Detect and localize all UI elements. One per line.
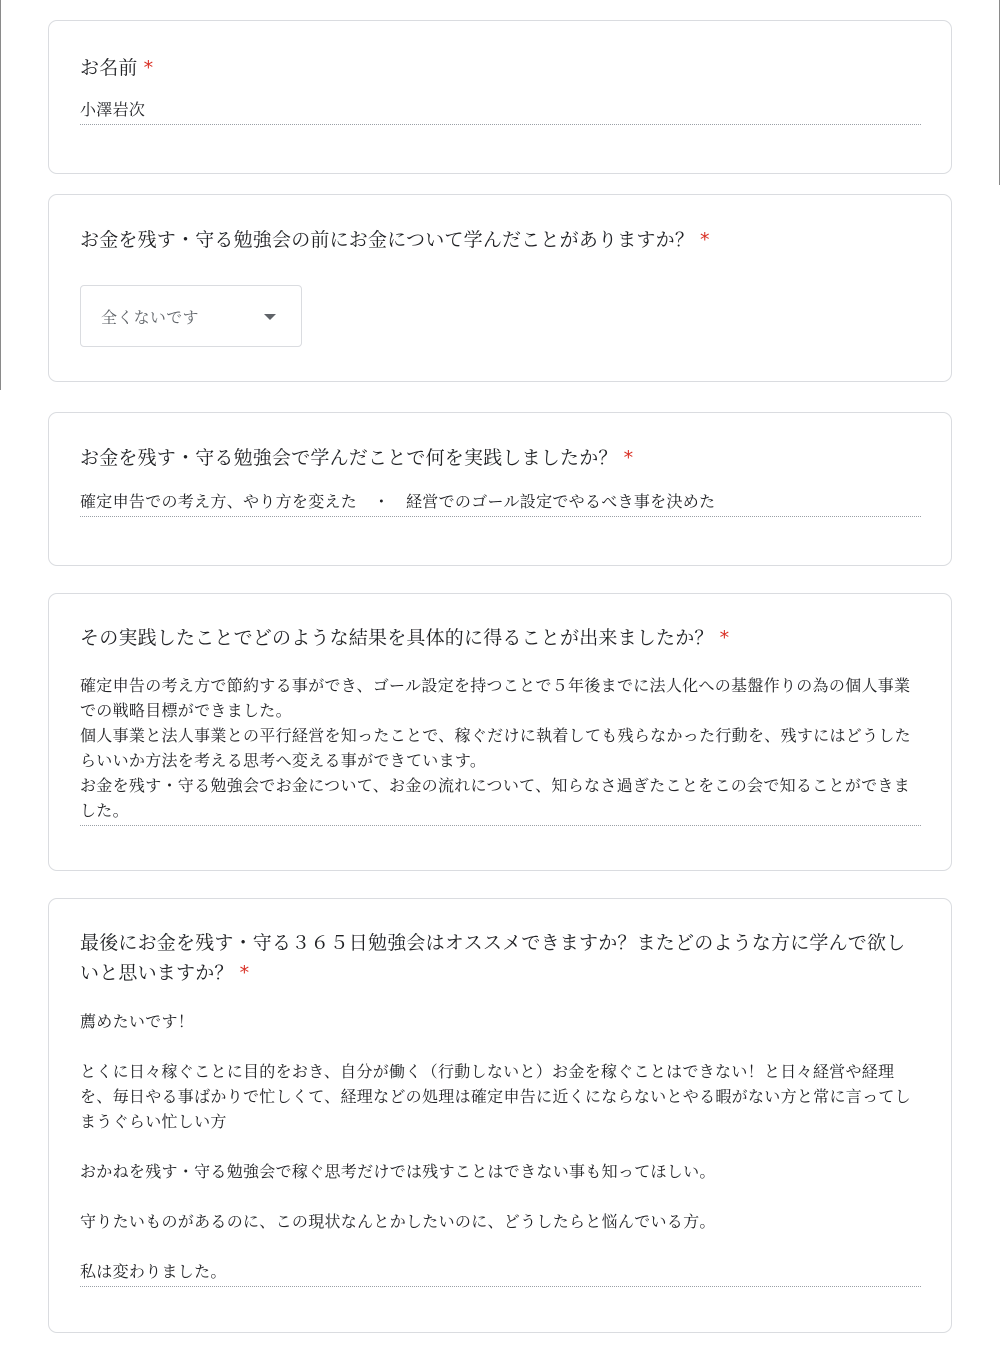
question-card-prior-learning bbox=[48, 194, 952, 382]
dropdown-selected-value: 全くないです bbox=[101, 307, 199, 327]
results-answer-field[interactable]: 確定申告の考え方で節約する事ができ、ゴール設定を持つことで５年後までに法人化への基盤作りの為の個人事業での戦略目標ができました。 個人事業と法人事業との平行経営を知ったことで、稼ぐだけに執着しても残らなかった行動を、残すにはどうしたらいいか方法を考える思考へ変える事ができています。 お金を残す・守る勉強会でお金について、お金の流れについて、知らなさ過ぎたことをこの会で知ることができました。 bbox=[80, 673, 921, 826]
required-mark: * bbox=[623, 447, 634, 469]
question-card-recommendation bbox=[48, 898, 952, 1333]
question-card-results bbox=[48, 593, 952, 871]
required-mark: * bbox=[143, 57, 154, 79]
question-title-text: お金を残す・守る勉強会の前にお金について学んだことがありますか？ bbox=[80, 229, 695, 251]
question-title-text: お名前 bbox=[80, 57, 138, 79]
question-title-text: その実践したことでどのような結果を具体的に得ることが出来ましたか？ bbox=[80, 627, 714, 649]
arrow-drop-down-icon bbox=[264, 314, 276, 320]
required-mark: * bbox=[719, 627, 730, 649]
left-edge-line bbox=[0, 0, 1, 390]
question-title bbox=[80, 225, 921, 255]
question-title bbox=[80, 623, 921, 653]
question-card-name bbox=[48, 20, 952, 174]
question-title bbox=[80, 443, 921, 473]
required-mark: * bbox=[700, 229, 710, 251]
question-title-text: 最後にお金を残す・守る３６５日勉強会はオススメできますか？またどのような方に学んで欲しいと思いますか？ bbox=[80, 932, 906, 984]
recommendation-answer-field[interactable]: 薦めたいです！ とくに日々稼ぐことに目的をおき、自分が働く（行動しないと）お金を稼ぐことはできない！と日々経営や経理を、毎日やる事ばかりで忙しくて、経理などの処理は確定申告に近くにならないとやる暇がない方と常に言ってしまうぐらい忙しい方 おかねを残す・守る勉強会で稼ぐ思考だけでは残すことはできない事も知ってほしい。 守りたいものがあるのに、この現状なんとかしたいのに、どうしたらと悩んでいる方。 私は変わりました。 bbox=[80, 1009, 921, 1287]
practice-answer-field[interactable]: 確定申告での考え方、やり方を変えた ・ 経営でのゴール設定でやるべき事を決めた bbox=[80, 489, 921, 517]
prior-learning-dropdown[interactable] bbox=[80, 285, 302, 347]
required-mark: * bbox=[239, 962, 250, 984]
name-answer-field[interactable]: 小澤岩次 bbox=[80, 97, 921, 125]
question-title-text: お金を残す・守る勉強会で学んだことで何を実践しましたか？ bbox=[80, 447, 618, 469]
question-title bbox=[80, 928, 921, 988]
question-title bbox=[80, 53, 921, 83]
question-card-practice bbox=[48, 412, 952, 566]
